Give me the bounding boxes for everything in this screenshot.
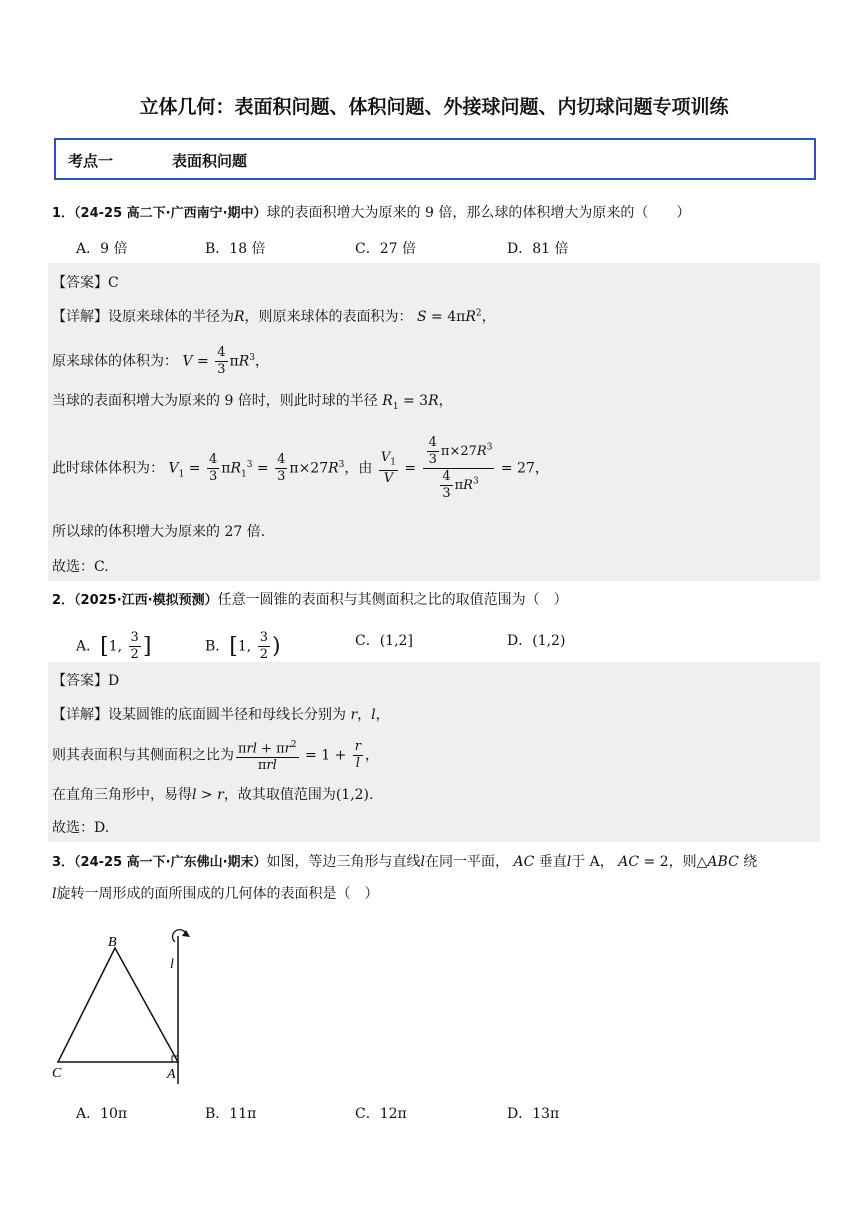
q1-text: 球的表面积增大为原来的 9 倍，那么球的体积增大为原来的（ ） bbox=[266, 205, 691, 221]
q1-solution bbox=[48, 263, 820, 581]
q1-detail-5: 所以球的体积增大为原来的 27 倍. bbox=[52, 524, 266, 540]
question-3: 3．（24-25 高一下·广东佛山·期末）如图，等边三角形与直线l在同一平面， AC 垂直l于 A， AC = 2，则△ABC 绕 bbox=[52, 854, 758, 870]
q1-source: 1．（24-25 高二下·广西南宁·期中） bbox=[52, 206, 267, 221]
q1-option-d: D．81 倍 bbox=[507, 241, 569, 257]
q3-option-a: A．10π bbox=[76, 1106, 128, 1122]
question-3-line-2: l旋转一周形成的面所围成的几何体的表面积是（ ） bbox=[52, 886, 379, 902]
q1-detail-3: 当球的表面积增大为原来的 9 倍时，则此时球的半径 $R_1 = 3R$， bbox=[52, 393, 453, 412]
q3-option-b: B．11π bbox=[205, 1106, 257, 1122]
q2-option-a: A．[1, $\frac{3}{2}$ ] bbox=[76, 630, 152, 662]
q2-answer: 【答案】D bbox=[52, 673, 120, 689]
q1-detail-1: 【详解】设原来球体的半径为R，则原来球体的表面积为： $S = 4\pi R^2$， bbox=[52, 308, 496, 325]
q1-detail-4: 此时球体体积为： $V_1$ = $\frac{4}{3}$ $\pi R_1^3$ = $\frac{4}{3}$ $\pi\times 27R^3$，由 $\frac{V_1}{V}$ = $\frac{4}{3}$ $\pi\times 27R^3$ $\frac{4}{3}$ $\pi R^3$ = 27， bbox=[52, 435, 549, 501]
q1-option-b: B．18 倍 bbox=[205, 241, 266, 257]
q2-solution bbox=[48, 662, 820, 842]
label-b: B bbox=[108, 935, 117, 950]
q1-answer: 【答案】C bbox=[52, 275, 119, 291]
section-header bbox=[54, 138, 816, 180]
label-a: A bbox=[167, 1067, 176, 1082]
page-title: 立体几何：表面积问题、体积问题、外接球问题、内切球问题专项训练 bbox=[139, 96, 729, 118]
q2-option-c: C．(1,2] bbox=[355, 633, 413, 649]
q2-detail-4: 故选：D. bbox=[52, 820, 110, 836]
section-title: 表面积问题 bbox=[172, 152, 248, 170]
q1-option-c: C．27 倍 bbox=[355, 241, 416, 257]
label-l: l bbox=[170, 957, 174, 972]
q2-source: 2．（2025·江西·模拟预测） bbox=[52, 593, 218, 608]
q2-option-b: B．[1, $\frac{3}{2}$ ) bbox=[205, 630, 281, 662]
q1-detail-6: 故选：C. bbox=[52, 559, 109, 575]
section-key: 考点一 bbox=[68, 152, 114, 170]
q2-detail-1: 【详解】设某圆锥的底面圆半径和母线长分别为 r，l， bbox=[52, 707, 390, 723]
triangle-abc bbox=[58, 948, 178, 1062]
label-c: C bbox=[52, 1066, 62, 1081]
q2-text: 任意一圆锥的表面积与其侧面积之比的取值范围为（ ） bbox=[217, 592, 568, 608]
q2-detail-2: 则其表面积与其侧面积之比为 $\frac{\pi rl + \pi r^2}{\text{πrl}}$ = 1 + $\frac{r}{l}$ ， bbox=[52, 737, 379, 774]
q2-detail-3: 在直角三角形中，易得l > r，故其取值范围为(1,2). bbox=[52, 787, 374, 803]
q3-source: 3．（24-25 高一下·广东佛山·期末） bbox=[52, 855, 267, 870]
question-2 bbox=[52, 589, 822, 612]
q3-option-d: D．13π bbox=[507, 1106, 560, 1122]
q1-option-a: A．9 倍 bbox=[76, 241, 128, 257]
question-1 bbox=[52, 202, 822, 225]
q2-option-d: D．(1,2) bbox=[507, 633, 566, 649]
q1-detail-2: 原来球体的体积为： V = $\frac{4}{3}$ $\pi R^3$， bbox=[52, 345, 269, 377]
q3-option-c: C．12π bbox=[355, 1106, 407, 1122]
q3-figure bbox=[48, 922, 208, 1092]
